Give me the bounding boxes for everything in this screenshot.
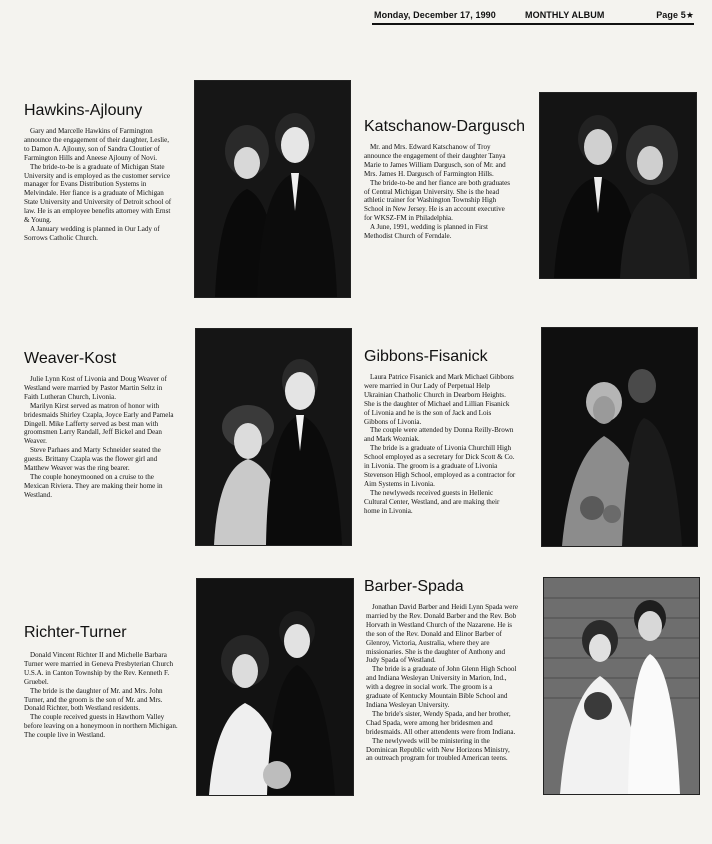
article-paragraph: The bride's sister, Wendy Spada, and her brother, Chad Spada, were among her bridesmen and bridesmaids. All other attendents were from Indiana. [366, 709, 516, 736]
article-gibbons-fisanick [364, 373, 516, 516]
headline-weaver-kost: Weaver-Kost [24, 350, 117, 367]
article-katschanow-dargusch [364, 143, 514, 241]
article-paragraph: The bride-to-be and her fiance are both graduates of Central Michigan University. She is the head athletic trainer for Washington Township High School in New Jersey. He is an account executive for WKSZ-FM in Philadelphia. [364, 178, 511, 223]
header-section: MONTHLY ALBUM [525, 10, 605, 20]
headline-katschanow-dargusch: Katschanow-Dargusch [364, 118, 525, 135]
article-paragraph: Steve Parhaes and Marty Schneider seated the guests. Brittany Czapla was the flower girl and Matthew Weaver was the ring bearer. [24, 446, 161, 473]
article-paragraph: Mr. and Mrs. Edward Katschanow of Troy announce the engagement of their daughter Tanya Marie to James William Dargusch, son of Mr. and Mrs. James H. Dargusch of Farmington Hills. [364, 143, 506, 178]
headline-barber-spada: Barber-Spada [364, 578, 464, 595]
article-hawkins-ajlouny [24, 127, 176, 243]
headline-richter-turner: Richter-Turner [24, 624, 127, 641]
article-paragraph: Laura Patrice Fisanick and Mark Michael Gibbons were married in Our Lady of Perpetual Help Ukrainian Chatholic Church in Dearborn Heights. She is the daughter of Michael and Lillian Fisanick of Livonia and he is the son of Jack and Lois Gibbons of Livonia. [364, 373, 514, 426]
article-barber-spada [366, 603, 518, 763]
couple-photo-icon [542, 328, 697, 546]
article-paragraph: Julie Lynn Kost of Livonia and Doug Weaver of Westland were married by Pastor Martin Seltz in Faith Lutheran Church, Livonia. [24, 375, 167, 401]
page-header [372, 9, 694, 25]
couple-photo-icon [544, 578, 699, 794]
article-paragraph: The newlyweds will be ministering in the Dominican Republic with New Horizons Ministry, an outreach program for troubled American teens. [366, 736, 510, 763]
photo-gibbons-fisanick [541, 327, 698, 547]
article-paragraph: The couple were attended by Donna Reilly-Brown and Mark Wozniak. [364, 426, 514, 444]
article-paragraph: Donald Vincent Richter II and Michelle Barbara Turner were married in Geneva Presbyterian Church U.S.A. in Canton Township by the Rev. Kenneth F. Gruebel. [24, 651, 174, 686]
photo-richter-turner [196, 578, 354, 796]
article-paragraph: Marilyn Kirst served as matron of honor with bridesmaids Shirley Czapla, Joyce Early and Pamela Dingell. Mike Lafferty served as best man with groomsmen Larry Randall, Jeff Bickel and Dean Weaver. [24, 401, 174, 446]
article-paragraph: The bride-to-be is a graduate of Michigan State University and is employed as the customer service manager for Evans Distribution Systems in Melvindale. Her fiance is a graduate of Michigan State University and University of Detroit school of law. He is an employee benefits attorney with Ernst & Young. [24, 162, 172, 225]
article-richter-turner [24, 651, 179, 740]
couple-photo-icon [196, 329, 351, 545]
article-paragraph: A June, 1991, wedding is planned in First Methodist Church of Ferndale. [364, 223, 489, 241]
couple-photo-icon [197, 579, 353, 795]
headline-hawkins-ajlouny: Hawkins-Ajlouny [24, 102, 143, 119]
headline-gibbons-fisanick: Gibbons-Fisanick [364, 348, 488, 365]
article-paragraph: The couple received guests in Hawthorn Valley before leaving on a honeymoon in northern Michigan. The couple live in Westland. [24, 713, 178, 740]
photo-weaver-kost [195, 328, 352, 546]
couple-photo-icon [540, 93, 696, 278]
photo-barber-spada [543, 577, 700, 795]
photo-hawkins-ajlouny [194, 80, 351, 298]
header-page-number: Page 5★ [656, 10, 694, 20]
photo-katschanow-dargusch [539, 92, 697, 279]
article-weaver-kost [24, 375, 176, 500]
article-paragraph: The bride is a graduate of John Glenn High School and Indiana Wesleyan University in Marion, Ind., with a degree in social work. The groom is a graduate of Kentucky Mountain Bible School and Indiana Wesleyan University. [366, 665, 517, 709]
article-paragraph: The couple honeymooned on a cruise to the Mexican Riviera. They are making their home in Westland. [24, 472, 163, 499]
article-paragraph: The bride is the daughter of Mr. and Mrs. John Turner, and the groom is the son of Mr. and Mrs. Donald Richter, both Westland residents. [24, 686, 163, 713]
header-date: Monday, December 17, 1990 [374, 10, 496, 20]
couple-photo-icon [195, 81, 350, 297]
article-paragraph: The bride is a graduate of Livonia Churchill High School employed as a secretary for Dick Scott & Co. in Livonia. The groom is a graduate of Livonia Stevenson High School, employed as a contractor for Aim Systems in Livonia. [364, 444, 516, 488]
article-paragraph: A January wedding is planned in Our Lady of Sorrows Catholic Church. [24, 224, 160, 242]
article-paragraph: Gary and Marcelle Hawkins of Farmington announce the engagement of their daughter, Leslie, to Damon A. Ajlouny, son of Sandra Cloutier of Farmington Hills and Aneese Ajlouny of Novi. [24, 127, 170, 162]
article-paragraph: Jonathan David Barber and Heidi Lynn Spada were married by the Rev. Donald Barber and the Rev. Bob Horvath in Westland Church of the Nazarene. He is the son of the Rev. Donald and Elinor Barber of Glenroy, Victoria, Australia, where they are missionaries. She is the daughter of Anthony and Judy Spada of Westland. [366, 603, 518, 665]
article-paragraph: The newlyweds received guests in Hellenic Cultural Center, Westland, and are making their home in Livonia. [364, 488, 500, 515]
